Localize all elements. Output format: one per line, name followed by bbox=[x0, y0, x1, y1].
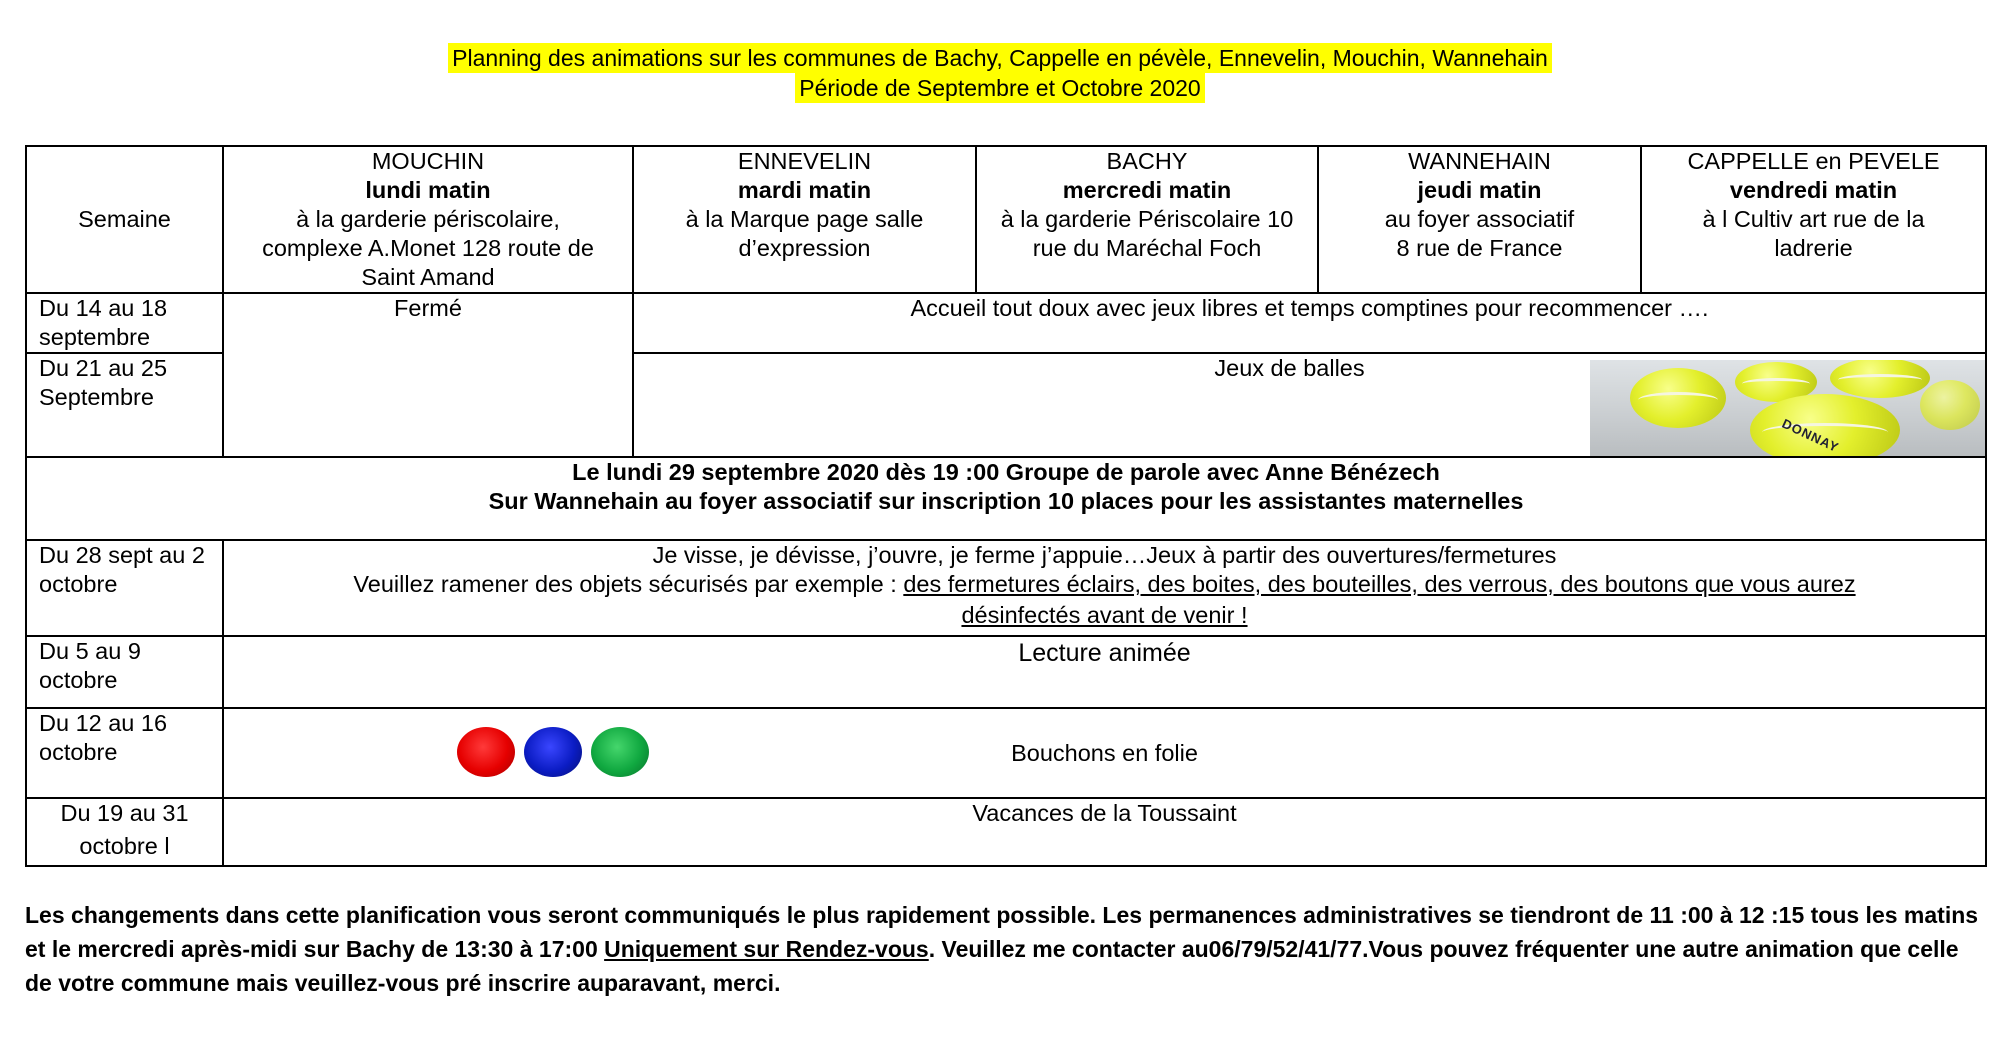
activity-text: Jeux de balles bbox=[1214, 355, 1365, 381]
event-row bbox=[26, 457, 1986, 540]
week-label: Du 19 au 31 octobre l bbox=[26, 798, 223, 866]
event-line-1: Le lundi 29 septembre 2020 dès 19 :00 Groupe de parole avec Anne Bénézech bbox=[572, 459, 1440, 485]
header-cappelle: CAPPELLE en PEVELE vendredi matin à l Cultiv art rue de la ladrerie bbox=[1641, 146, 1986, 293]
tennis-balls-image bbox=[1590, 360, 1985, 456]
activity-line-2: Veuillez ramener des objets sécurisés par exemple : des fermetures éclairs, des boites, des bouteilles, des verrous, des boutons que vous aurez bbox=[353, 571, 1856, 597]
table-row bbox=[26, 293, 1986, 353]
header-bachy: BACHY mercredi matin à la garderie Périscolaire 10 rue du Maréchal Foch bbox=[976, 146, 1318, 293]
activity-line-1: Je visse, je dévisse, j’ouvre, je ferme j’appuie…Jeux à partir des ouvertures/fermetures bbox=[652, 542, 1557, 568]
bottle-caps-image bbox=[449, 717, 657, 781]
blue-cap bbox=[524, 727, 582, 777]
activity-text: Bouchons en folie bbox=[1011, 739, 1198, 766]
tennis-ball bbox=[1630, 368, 1726, 428]
tennis-ball bbox=[1750, 394, 1900, 456]
title-line-2: Période de Septembre et Octobre 2020 bbox=[795, 73, 1204, 103]
activity-cell: Vacances de la Toussaint bbox=[223, 798, 1986, 866]
week-label: Du 12 au 16 octobre bbox=[26, 708, 223, 798]
appointment-only: Uniquement sur Rendez-vous bbox=[604, 936, 929, 962]
event-cell bbox=[26, 457, 1986, 540]
header-ennevelin: ENNEVELIN mardi matin à la Marque page salle d’expression bbox=[633, 146, 976, 293]
week-label: Du 28 sept au 2 octobre bbox=[26, 540, 223, 636]
mouchin-closed-cell: Fermé bbox=[223, 293, 633, 457]
activity-cell bbox=[633, 353, 1986, 457]
activity-line-3: désinfectés avant de venir ! bbox=[961, 602, 1248, 628]
header-mouchin: MOUCHIN lundi matin à la garderie périscolaire, complexe A.Monet 128 route de Saint Amand bbox=[223, 146, 633, 293]
schedule-table bbox=[25, 145, 1987, 867]
ball-brand-text: DONNAY bbox=[1779, 416, 1842, 456]
table-row bbox=[26, 636, 1986, 708]
green-cap bbox=[591, 727, 649, 777]
table-row bbox=[26, 540, 1986, 636]
document-title bbox=[0, 43, 2000, 103]
activity-cell bbox=[223, 540, 1986, 636]
week-label: Du 21 au 25 Septembre bbox=[26, 353, 223, 457]
activity-cell: Accueil tout doux avec jeux libres et temps comptines pour recommencer …. bbox=[633, 293, 1986, 353]
red-cap bbox=[457, 727, 515, 777]
activity-cell bbox=[223, 708, 1986, 798]
footer-note: Les changements dans cette planification vous seront communiqués le plus rapidement possible. Les permanences administratives se tiendront de 11 :00 à 12 :15 tous les matins et le mercredi après-midi sur Bachy de 13:30 à 17:00 Uniquement sur Rendez-vous. Veuillez me contacter au06/79/52/41/77.Vous pouvez fréquenter une autre animation que celle de votre commune mais veuillez-vous pré inscrire auparavant, merci. bbox=[25, 902, 1979, 996]
header-row bbox=[26, 146, 1986, 293]
header-wannehain: WANNEHAIN jeudi matin au foyer associatif 8 rue de France bbox=[1318, 146, 1641, 293]
tennis-ball bbox=[1920, 380, 1980, 430]
table-row bbox=[26, 798, 1986, 866]
week-label: Du 14 au 18 septembre bbox=[26, 293, 223, 353]
activity-cell: Lecture animée bbox=[223, 636, 1986, 708]
table-row bbox=[26, 708, 1986, 798]
tennis-ball bbox=[1830, 360, 1930, 398]
week-label: Du 5 au 9 octobre bbox=[26, 636, 223, 708]
header-semaine: Semaine bbox=[26, 146, 223, 293]
event-line-2: Sur Wannehain au foyer associatif sur inscription 10 places pour les assistantes maternelles bbox=[488, 488, 1524, 514]
title-line-1: Planning des animations sur les communes de Bachy, Cappelle en pévèle, Ennevelin, Mouchin, Wannehain bbox=[448, 43, 1552, 73]
